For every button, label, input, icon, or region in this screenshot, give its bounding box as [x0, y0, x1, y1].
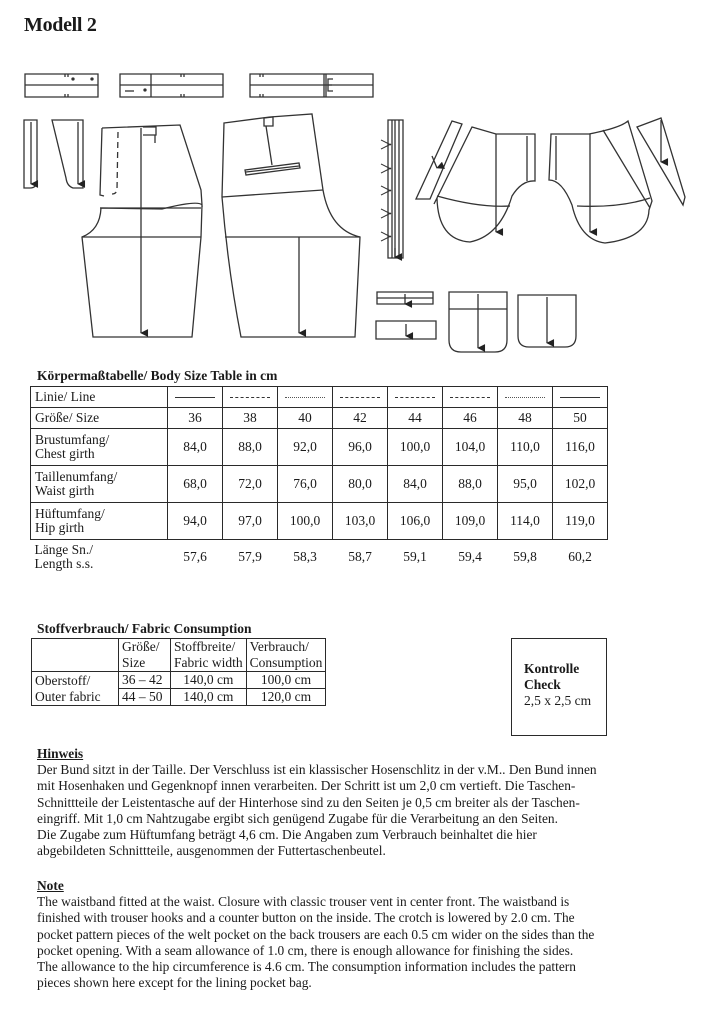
value-cell: 88,0 [443, 466, 498, 503]
value-cell: 59,8 [513, 549, 537, 564]
notes-en-line: pocket pattern pieces of the welt pocket on the back trousers are each 0.5 cm wider on the sides than the [37, 926, 595, 942]
row-label-en: Hip girth [35, 520, 85, 535]
value-cell: 59,4 [458, 549, 482, 564]
header-size [119, 639, 171, 672]
check-label-de: Kontrolle [524, 661, 580, 676]
value-cell: 103,0 [333, 503, 388, 540]
size-row [31, 408, 608, 429]
consumption-cell: 120,0 cm [246, 689, 326, 706]
header-consumption [246, 639, 326, 672]
value-cell: 59,1 [403, 549, 427, 564]
notes-en-line: pocket opening. With a seam allowance of 1.0 cm, there is enough allowance for finishing the sides. [37, 942, 574, 958]
table-row [31, 503, 608, 540]
value-cell: 68,0 [168, 466, 223, 503]
header-en: Fabric width [174, 655, 243, 670]
value-cell: 58,7 [348, 549, 372, 564]
line-style-40 [278, 387, 333, 408]
value-cell: 84,0 [168, 429, 223, 466]
table-row [31, 466, 608, 503]
value-cell: 116,0 [553, 429, 608, 466]
row-label [31, 540, 168, 575]
row-label-de: Hüftumfang/ [35, 506, 105, 521]
welt-strip-1 [377, 292, 433, 304]
row-label [31, 466, 168, 503]
notes-en-line: The allowance to the hip circumference is 4.6 cm. The consumption information includes the pattern [37, 959, 576, 975]
page-title: Modell 2 [24, 14, 97, 36]
waistband-piece-1 [25, 74, 98, 97]
value-cell: 100,0 [388, 429, 443, 466]
back-trouser-piece [222, 114, 360, 337]
line-style-36 [168, 387, 223, 408]
check-label-en: Check [524, 677, 561, 692]
size-cell: 42 [333, 408, 388, 429]
body-size-table [30, 386, 608, 574]
front-trouser-piece [82, 125, 202, 337]
value-cell: 88,0 [223, 429, 278, 466]
value-cell: 114,0 [498, 503, 553, 540]
notes-en-line: finished with trouser hooks and a counter button on the inside. The crotch is lowered by 2.0 cm. The [37, 910, 575, 926]
notes-en-line: pieces shown here except for the lining pocket bag. [37, 975, 312, 991]
value-cell: 94,0 [168, 503, 223, 540]
notes-en-heading: Note [37, 878, 64, 893]
row-label-en: Outer fabric [35, 688, 101, 704]
header-de: Stoffbreite/ [174, 639, 236, 654]
notes-de-line: mit Hosenhaken und Gegenknopf innen verarbeiten. Der Schritt ist um 2,0 cm vertieft. Die Taschen- [37, 778, 576, 794]
fly-facing [24, 120, 37, 188]
header-fabric-width [171, 639, 247, 672]
row-label-en: Chest girth [35, 446, 95, 461]
fabric-header-row [32, 639, 326, 672]
waistband-piece-2 [120, 74, 223, 97]
size-cell: 36 [168, 408, 223, 429]
front-pocket-bag [416, 121, 535, 242]
row-label-de: Taillenumfang/ [35, 469, 118, 484]
notes-de-line: eingriff. Mit 1,0 cm Nahtzugabe ergibt sich genügend Zugabe für die Verarbeitung an den Seiten. [37, 810, 558, 826]
table-row [31, 429, 608, 466]
size-range-cell: 36 – 42 [119, 672, 171, 689]
size-cell: 40 [278, 408, 333, 429]
notes-english [37, 878, 697, 991]
notes-de-line: Die Zugabe zum Hüftumfang beträgt 4,6 cm. Die Angaben zum Verbrauch beinhaltet die hier [37, 827, 537, 843]
line-style-46 [443, 387, 498, 408]
belt-loop-strip [381, 120, 403, 258]
row-label-en: Length s.s. [34, 556, 94, 571]
value-cell: 119,0 [553, 503, 608, 540]
value-cell: 84,0 [388, 466, 443, 503]
fly-shield [52, 120, 83, 188]
row-label-de: Länge Sn./ [34, 542, 93, 557]
value-cell: 102,0 [553, 466, 608, 503]
back-pocket-facing [637, 118, 685, 205]
size-cell: 38 [223, 408, 278, 429]
size-cell: 46 [443, 408, 498, 429]
line-row [31, 387, 608, 408]
value-cell: 57,9 [238, 549, 262, 564]
row-label-de: Oberstoff/ [35, 672, 91, 688]
waistband-piece-3 [250, 74, 373, 97]
table-row [31, 540, 608, 575]
notes-de-line: Schnittteile der Leistentasche auf der Hinterhose sind zu den Seiten je 0,5 cm breiter als der Taschen- [37, 794, 580, 810]
value-cell: 60,2 [568, 549, 592, 564]
line-style-44 [388, 387, 443, 408]
check-dimensions: 2,5 x 2,5 cm [524, 693, 592, 708]
empty-header-cell [32, 639, 119, 672]
consumption-cell: 100,0 cm [246, 672, 326, 689]
notes-de-line: Der Bund sitzt in der Taille. Der Verschluss ist ein klassischer Hosenschlitz in der v.M.. Den Bund innen [37, 762, 597, 778]
value-cell: 76,0 [278, 466, 333, 503]
pattern-illustration [0, 60, 724, 360]
control-check-square [511, 638, 607, 736]
fabric-width-cell: 140,0 cm [171, 672, 247, 689]
value-cell: 106,0 [388, 503, 443, 540]
header-de: Verbrauch/ [249, 639, 309, 654]
line-label: Linie/ Line [31, 387, 168, 408]
welt-strip-2 [376, 321, 436, 339]
size-cell: 50 [553, 408, 608, 429]
value-cell: 57,6 [183, 549, 207, 564]
back-pocket-bag [549, 121, 652, 243]
row-label [31, 429, 168, 466]
value-cell: 97,0 [223, 503, 278, 540]
notes-german [37, 746, 697, 859]
row-label [31, 503, 168, 540]
size-cell: 48 [498, 408, 553, 429]
value-cell: 92,0 [278, 429, 333, 466]
fabric-table-title: Stoffverbrauch/ Fabric Consumption [37, 621, 252, 636]
value-cell: 58,3 [293, 549, 317, 564]
value-cell: 80,0 [333, 466, 388, 503]
table-row [32, 672, 326, 689]
row-label-de: Brustumfang/ [35, 432, 110, 447]
value-cell: 72,0 [223, 466, 278, 503]
body-size-table-title: Körpermaßtabelle/ Body Size Table in cm [37, 368, 278, 383]
pocket-piece-2 [518, 295, 576, 347]
line-style-38 [223, 387, 278, 408]
notes-de-line: abgebildeten Schnittteile, ausgenommen der Futtertaschenbeutel. [37, 843, 386, 859]
header-en: Size [122, 655, 146, 670]
size-cell: 44 [388, 408, 443, 429]
size-range-cell: 44 – 50 [119, 689, 171, 706]
header-en: Consumption [249, 655, 323, 670]
fabric-consumption-table [31, 638, 326, 706]
header-de: Größe/ [122, 639, 160, 654]
line-style-48 [498, 387, 553, 408]
notes-en-line: The waistband fitted at the waist. Closure with classic trouser vent in center front. The waistband is [37, 894, 570, 910]
pocket-piece-1 [449, 292, 507, 352]
value-cell: 110,0 [498, 429, 553, 466]
fabric-width-cell: 140,0 cm [171, 689, 247, 706]
value-cell: 104,0 [443, 429, 498, 466]
line-style-42 [333, 387, 388, 408]
value-cell: 95,0 [498, 466, 553, 503]
row-label-en: Waist girth [35, 483, 95, 498]
line-style-50 [553, 387, 608, 408]
value-cell: 109,0 [443, 503, 498, 540]
size-label: Größe/ Size [31, 408, 168, 429]
outer-fabric-label [32, 672, 119, 706]
value-cell: 96,0 [333, 429, 388, 466]
notes-de-heading: Hinweis [37, 746, 84, 761]
value-cell: 100,0 [278, 503, 333, 540]
